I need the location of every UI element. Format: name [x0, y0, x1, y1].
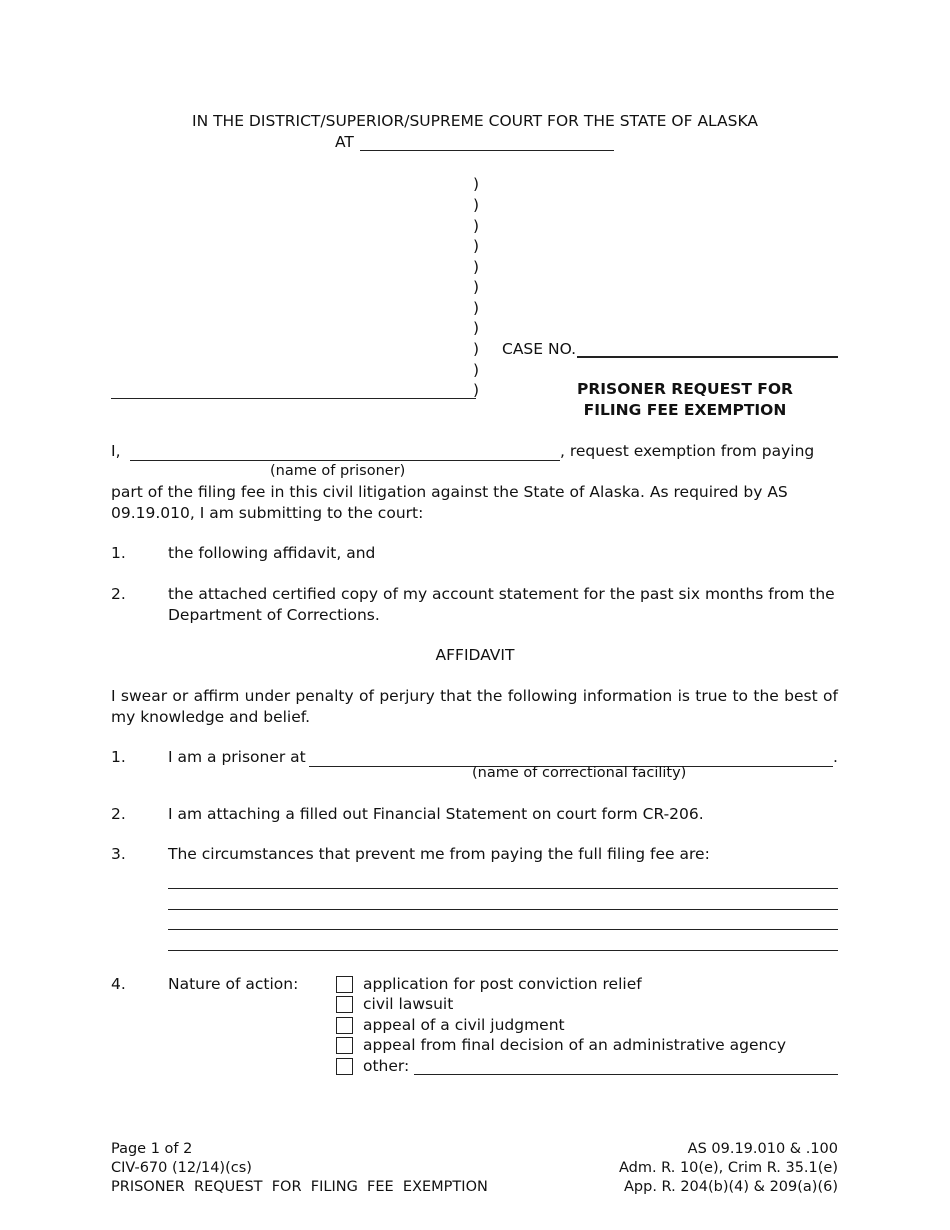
circumstances-line-1[interactable] — [168, 888, 838, 889]
option-label: application for post conviction relief — [363, 975, 642, 993]
case-number-field[interactable] — [577, 356, 838, 358]
caption-paren: ) — [473, 381, 480, 399]
caption-paren: ) — [473, 340, 480, 358]
checkbox-administrative-appeal[interactable] — [336, 1037, 353, 1054]
caption-paren: ) — [473, 175, 480, 193]
checkbox-post-conviction-relief[interactable] — [336, 976, 353, 993]
court-heading: IN THE DISTRICT/SUPERIOR/SUPREME COURT FOR THE STATE OF ALASKA — [192, 112, 758, 130]
affidavit-item-text: The circumstances that prevent me from paying the full filing fee are: — [168, 845, 710, 863]
request-suffix: , request exemption from paying — [560, 442, 815, 460]
caption-paren: ) — [473, 258, 480, 276]
request-prefix: I, — [111, 442, 121, 460]
affidavit-item-number: 4. — [111, 975, 126, 993]
affidavit-item-text: I am attaching a filled out Financial Statement on court form CR-206. — [168, 805, 704, 823]
request-body: part of the filing fee in this civil litigation against the State of Alaska. As required by AS 09.19.010, I am submitting to the court: — [111, 483, 788, 522]
prisoner-name-field[interactable] — [130, 460, 560, 461]
circumstances-line-4[interactable] — [168, 950, 838, 951]
court-location-field[interactable] — [360, 150, 614, 151]
submission-text-continued: Department of Corrections. — [168, 606, 380, 624]
footer-statute: AS 09.19.010 & .100 — [687, 1141, 838, 1157]
case-no-label: CASE NO. — [502, 340, 577, 358]
caption-paren: ) — [473, 217, 480, 235]
correctional-facility-caption: (name of correctional facility) — [472, 765, 687, 781]
submission-number: 1. — [111, 544, 126, 562]
checkbox-civil-lawsuit[interactable] — [336, 996, 353, 1013]
affidavit-heading: AFFIDAVIT — [435, 646, 515, 664]
caption-paren: ) — [473, 278, 480, 296]
option-label: appeal from final decision of an administrative agency — [363, 1036, 787, 1054]
caption-paren: ) — [473, 196, 480, 214]
footer-form-number: CIV-670 (12/14)(cs) — [111, 1160, 252, 1176]
affidavit-item-text: Nature of action: — [168, 975, 299, 993]
affidavit-oath: I swear or affirm under penalty of perjury that the following information is true to the best of my knowledge and belief. — [111, 687, 838, 726]
other-action-field[interactable] — [414, 1074, 838, 1075]
submission-number: 2. — [111, 585, 126, 603]
caption-paren: ) — [473, 299, 480, 317]
caption-paren: ) — [473, 237, 480, 255]
affidavit-item-text: I am a prisoner at — [168, 748, 306, 766]
checkbox-other[interactable] — [336, 1058, 353, 1075]
affidavit-item-number: 3. — [111, 845, 126, 863]
form-title-line1: PRISONER REQUEST FOR — [576, 380, 793, 398]
footer-form-title: PRISONER REQUEST FOR FILING FEE EXEMPTION — [111, 1179, 488, 1195]
footer-rules: Adm. R. 10(e), Crim R. 35.1(e) — [618, 1160, 838, 1176]
affidavit-item-number: 2. — [111, 805, 126, 823]
prisoner-name-caption: (name of prisoner) — [270, 463, 406, 479]
option-label: appeal of a civil judgment — [363, 1016, 565, 1034]
submission-text: the attached certified copy of my account statement for the past six months from the — [168, 585, 835, 603]
circumstances-line-3[interactable] — [168, 929, 838, 930]
party-name-field[interactable] — [111, 398, 476, 399]
circumstances-line-2[interactable] — [168, 909, 838, 910]
footer-page-number: Page 1 of 2 — [111, 1141, 193, 1157]
at-label: AT — [335, 133, 354, 151]
affidavit-item-end: . — [833, 748, 838, 766]
form-title-line2: FILING FEE EXEMPTION — [583, 401, 787, 419]
caption-paren: ) — [473, 361, 480, 379]
option-label: civil lawsuit — [363, 995, 454, 1013]
option-label: other: — [363, 1057, 410, 1075]
footer-appellate-rules: App. R. 204(b)(4) & 209(a)(6) — [624, 1179, 838, 1195]
affidavit-item-number: 1. — [111, 748, 126, 766]
submission-text: the following affidavit, and — [168, 544, 376, 562]
checkbox-civil-judgment-appeal[interactable] — [336, 1017, 353, 1034]
caption-paren: ) — [473, 319, 480, 337]
